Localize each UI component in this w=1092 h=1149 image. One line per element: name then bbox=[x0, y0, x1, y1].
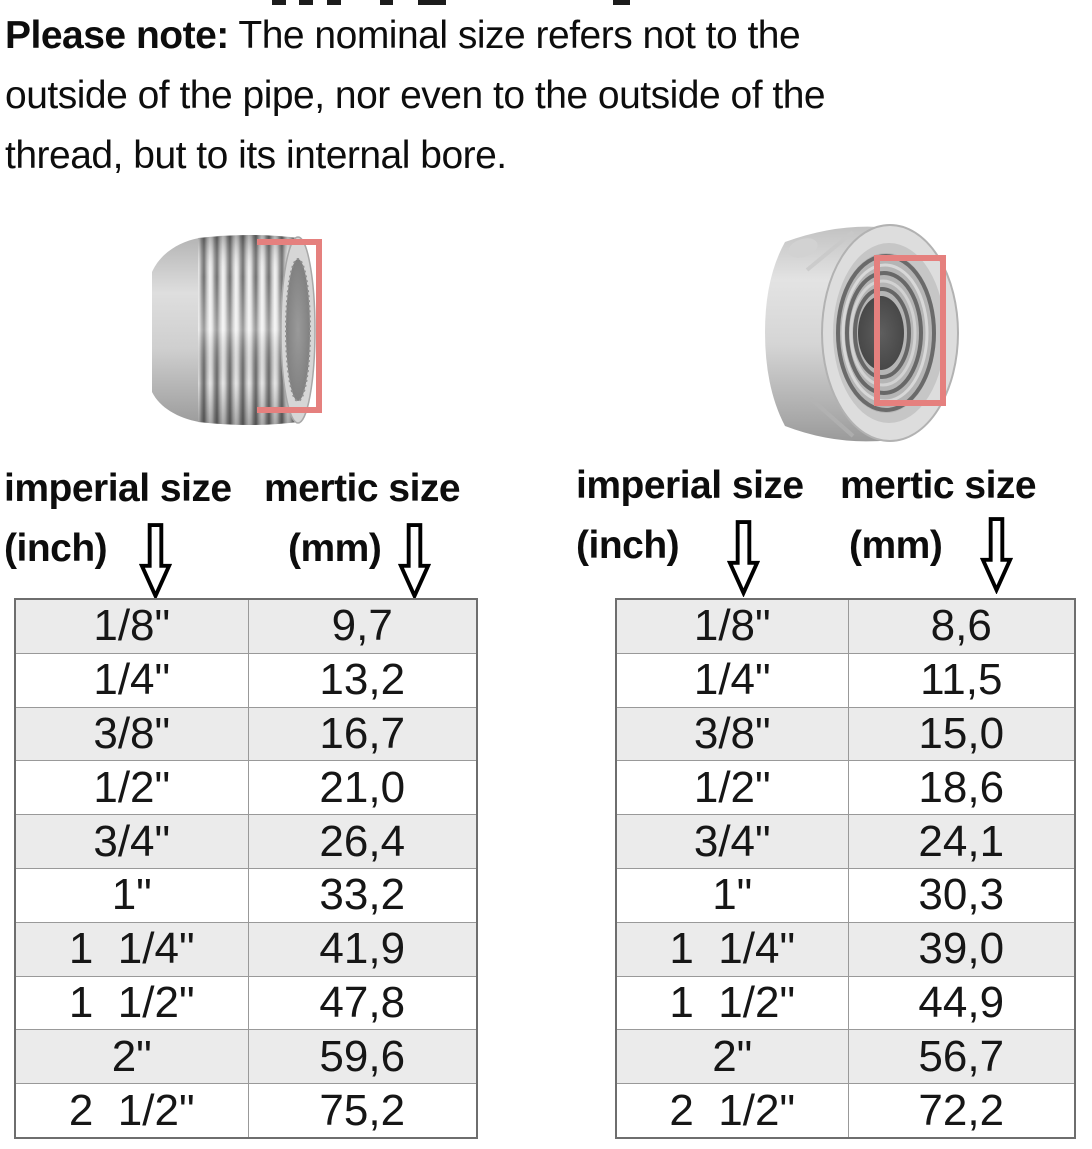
down-arrow-icon bbox=[139, 522, 172, 600]
note-bold-prefix: Please note: bbox=[5, 14, 229, 57]
table-cell: 9,7 bbox=[248, 599, 477, 653]
right-col2-header-line2: (mm) bbox=[849, 524, 943, 567]
table-cell: 39,0 bbox=[848, 922, 1075, 976]
table-cell: 8,6 bbox=[848, 599, 1075, 653]
table-cell: 15,0 bbox=[848, 707, 1075, 761]
note-line-1-rest: The nominal size refers not to the bbox=[228, 14, 801, 57]
table-cell: 44,9 bbox=[848, 976, 1075, 1030]
table-row bbox=[15, 1030, 477, 1084]
table-row bbox=[616, 599, 1075, 653]
female-thread-fitting-image bbox=[755, 220, 960, 448]
table-cell: 21,0 bbox=[248, 761, 477, 815]
table-cell: 1" bbox=[15, 868, 248, 922]
right-col1-header-line2: (inch) bbox=[576, 524, 680, 567]
note-paragraph bbox=[5, 6, 825, 186]
table-cell: 3/4" bbox=[15, 815, 248, 869]
table-cell: 47,8 bbox=[248, 976, 477, 1030]
table-row bbox=[616, 922, 1075, 976]
table-cell: 1/4" bbox=[15, 653, 248, 707]
note-line-1 bbox=[5, 6, 825, 66]
table-cell: 1/2" bbox=[15, 761, 248, 815]
table-cell: 1/4" bbox=[616, 653, 848, 707]
table-row bbox=[15, 761, 477, 815]
note-line-2: outside of the pipe, nor even to the outside of the bbox=[5, 74, 826, 117]
table-row bbox=[15, 599, 477, 653]
table-cell: 1/8" bbox=[15, 599, 248, 653]
table-cell: 3/4" bbox=[616, 815, 848, 869]
table-row bbox=[616, 815, 1075, 869]
table-row bbox=[15, 868, 477, 922]
table-row bbox=[616, 976, 1075, 1030]
table-cell: 1 1/4" bbox=[616, 922, 848, 976]
table-row bbox=[616, 653, 1075, 707]
table-cell: 13,2 bbox=[248, 653, 477, 707]
male-thread-size-table bbox=[14, 598, 478, 1139]
table-row bbox=[15, 1084, 477, 1138]
table-cell: 1" bbox=[616, 868, 848, 922]
table-cell: 72,2 bbox=[848, 1084, 1075, 1138]
note-line-3: thread, but to its internal bore. bbox=[5, 134, 507, 177]
table-cell: 2 1/2" bbox=[15, 1084, 248, 1138]
table-cell: 30,3 bbox=[848, 868, 1075, 922]
female-thread-size-table bbox=[615, 598, 1076, 1139]
table-row bbox=[15, 653, 477, 707]
table-cell: 26,4 bbox=[248, 815, 477, 869]
down-arrow-icon bbox=[727, 519, 760, 597]
table-row bbox=[15, 815, 477, 869]
left-col1-header-line1: imperial size bbox=[4, 467, 232, 510]
left-col2-header-line2: (mm) bbox=[288, 527, 382, 570]
table-row bbox=[15, 976, 477, 1030]
left-col1-header-line2: (inch) bbox=[4, 527, 108, 570]
table-cell: 3/8" bbox=[616, 707, 848, 761]
table-row bbox=[616, 707, 1075, 761]
table-cell: 75,2 bbox=[248, 1084, 477, 1138]
down-arrow-icon bbox=[980, 516, 1013, 594]
table-cell: 2 1/2" bbox=[616, 1084, 848, 1138]
table-cell: 59,6 bbox=[248, 1030, 477, 1084]
table-cell: 1/8" bbox=[616, 599, 848, 653]
table-cell: 56,7 bbox=[848, 1030, 1075, 1084]
table-cell: 41,9 bbox=[248, 922, 477, 976]
table-cell: 3/8" bbox=[15, 707, 248, 761]
table-cell: 16,7 bbox=[248, 707, 477, 761]
table-cell: 18,6 bbox=[848, 761, 1075, 815]
table-cell: 1 1/4" bbox=[15, 922, 248, 976]
table-cell: 1 1/2" bbox=[15, 976, 248, 1030]
table-cell: 11,5 bbox=[848, 653, 1075, 707]
table-cell: 1/2" bbox=[616, 761, 848, 815]
table-row bbox=[616, 1084, 1075, 1138]
male-thread-fitting-image bbox=[152, 226, 332, 434]
table-row bbox=[616, 761, 1075, 815]
right-col2-header-line1: mertic size bbox=[840, 464, 1037, 507]
table-cell: 2" bbox=[15, 1030, 248, 1084]
left-col2-header-line1: mertic size bbox=[264, 467, 461, 510]
table-row bbox=[616, 1030, 1075, 1084]
table-cell: 33,2 bbox=[248, 868, 477, 922]
table-cell: 24,1 bbox=[848, 815, 1075, 869]
table-row bbox=[616, 868, 1075, 922]
table-cell: 1 1/2" bbox=[616, 976, 848, 1030]
table-row bbox=[15, 707, 477, 761]
down-arrow-icon bbox=[398, 522, 431, 600]
table-cell: 2" bbox=[616, 1030, 848, 1084]
right-col1-header-line1: imperial size bbox=[576, 464, 804, 507]
table-row bbox=[15, 922, 477, 976]
